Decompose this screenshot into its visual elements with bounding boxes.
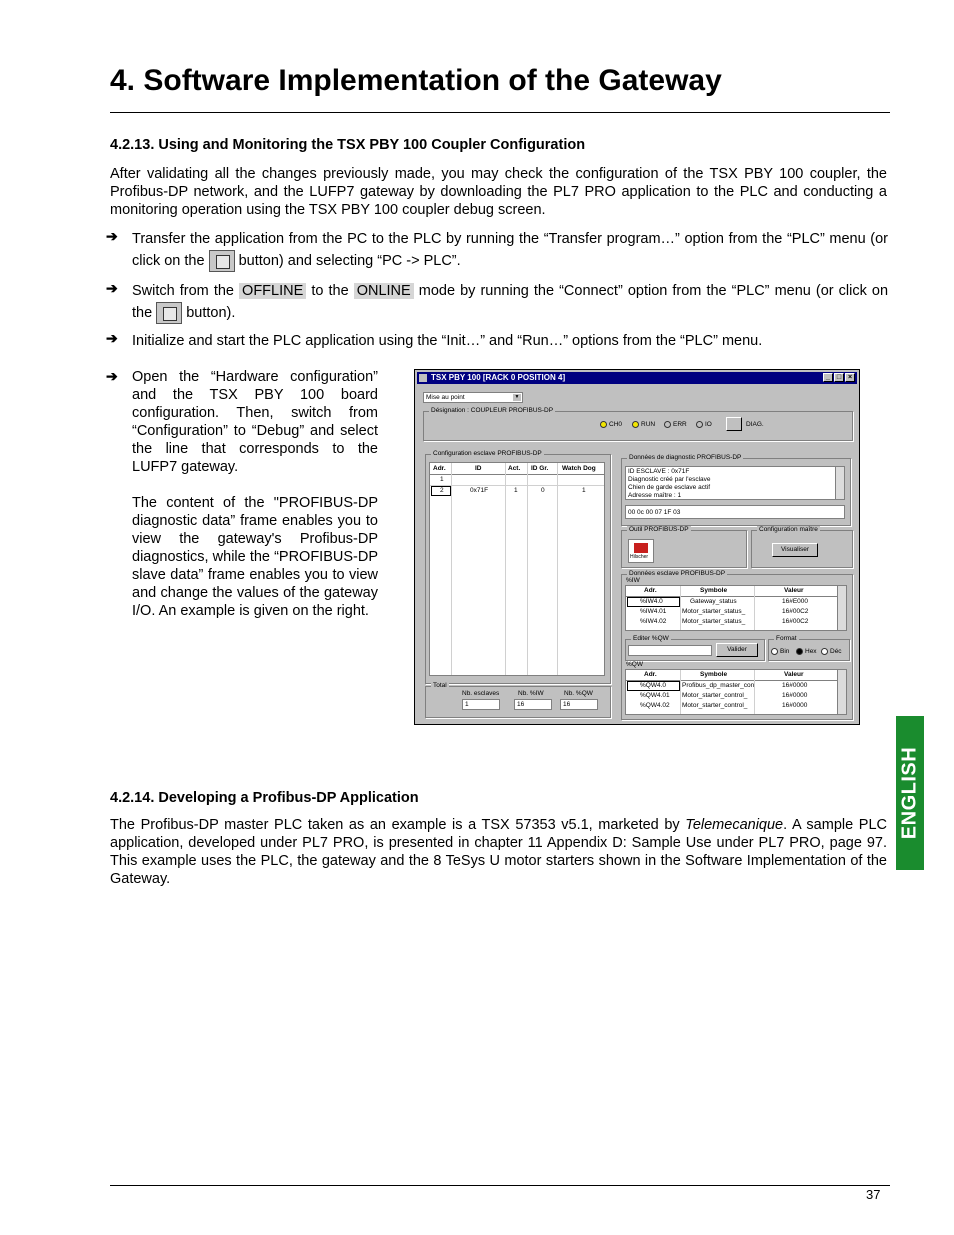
column-header: Valeur	[784, 587, 804, 594]
radio-hex[interactable]	[796, 648, 803, 655]
diag-data-label: Données de diagnostic PROFIBUS-DP	[629, 454, 742, 461]
page-title: 4. Software Implementation of the Gateway	[110, 64, 722, 97]
footer-rule	[110, 1185, 890, 1186]
slave-config-label: Configuration esclave PROFIBUS-DP	[433, 450, 542, 457]
qw-label: %QW	[626, 661, 643, 668]
table-cell: 16#00C2	[782, 608, 809, 615]
table-cell: 16#E000	[782, 598, 809, 605]
hilscher-logo-icon[interactable]	[628, 539, 654, 563]
column-header: Act.	[508, 465, 521, 472]
qw-scrollbar[interactable]	[837, 670, 846, 714]
column-header: Adr.	[644, 587, 657, 594]
table-cell: 16#0000	[782, 692, 808, 699]
format-panel	[768, 635, 850, 661]
diag-hex-box	[625, 505, 845, 519]
bullet-hardware-text: Open the “Hardware configuration” and the TSX PBY 100 board configuration. Then, switch from “Configuration” to “Debug” and select the line that corresponds to the LUFP7 gateway.	[132, 369, 378, 475]
led-label: ERR	[673, 421, 687, 428]
arrow-icon: ➔	[106, 330, 118, 346]
led-label: RUN	[641, 421, 656, 428]
edit-qw-panel	[625, 635, 765, 661]
radio-label: Déc	[830, 648, 842, 655]
diag-data-panel	[621, 454, 851, 526]
section2-paragraph	[110, 816, 887, 888]
led-io-icon	[696, 421, 703, 428]
table-cell: 16#0000	[782, 702, 808, 709]
table-cell: Motor_starter_status_	[682, 618, 746, 625]
qw-grid[interactable]	[625, 669, 847, 715]
bullet-frames-text: The content of the "PROFIBUS-DP diagnostic data” frame enables you to view the gateway's Profibus-DP diagnostics, while the “PROFIBUS-DP slave data” frame enables you to view and change the values of the gateway I/O. An example is given on the right.	[132, 495, 378, 619]
table-cell: Gateway_status	[690, 598, 737, 605]
radio-bin[interactable]	[771, 648, 778, 655]
table-cell: %QW4.01	[640, 692, 670, 699]
master-config-label: Configuration maître	[759, 526, 818, 533]
slave-config-panel	[425, 450, 611, 684]
column-header: ID Gr.	[531, 465, 549, 472]
maximize-icon[interactable]: □	[834, 373, 844, 382]
validate-button[interactable]: Valider	[716, 643, 758, 657]
table-cell: %IW4.02	[640, 618, 667, 625]
column-header: ID	[475, 465, 482, 472]
iw-scrollbar[interactable]	[837, 586, 846, 630]
iw-label: %IW	[626, 577, 640, 584]
table-cell: %QW4.0	[640, 682, 667, 689]
diag-line: Chien de garde esclave actif	[628, 484, 711, 491]
column-header: Valeur	[784, 671, 804, 678]
offline-badge: OFFLINE	[239, 283, 306, 299]
window-titlebar	[417, 372, 857, 384]
bullet-text: mode by running the “Connect” option from the “PLC” menu (or click on the	[132, 283, 889, 321]
bullet-text: to the	[311, 283, 349, 299]
led-label: IO	[705, 421, 712, 428]
led-ch0-icon	[600, 421, 607, 428]
radio-label: Bin	[780, 648, 790, 655]
table-cell: 16#0000	[782, 682, 808, 689]
edit-qw-input[interactable]	[628, 645, 712, 656]
radio-label: Hex	[805, 648, 817, 655]
tool-label: Outil PROFIBUS-DP	[629, 526, 689, 533]
intro-paragraph: After validating all the changes previously made, you may check the configuration of the TSX PBY 100 coupler, the Profibus-DP network, and the LUFP7 gateway by downloading the PL7 PRO application to the PLC and conducting a monitoring operation using the TSX PBY 100 coupler debug screen.	[110, 166, 887, 218]
table-cell: %IW4.01	[640, 608, 667, 615]
transfer-program-icon	[209, 250, 235, 272]
language-tab-label: ENGLISH	[898, 746, 921, 840]
brand-name: Telemecanique	[685, 817, 784, 833]
mode-select[interactable]	[423, 392, 523, 403]
table-cell: %IW4.0	[640, 598, 663, 605]
column-header: Symbole	[700, 587, 728, 594]
slave-data-label: Données esclave PROFIBUS-DP	[629, 570, 726, 577]
table-cell: %QW4.02	[640, 702, 670, 709]
bullet-init-text: Initialize and start the PLC application using the “Init…” and “Run…” options from the “PLC” menu.	[132, 333, 763, 349]
table-cell: Motor_starter_status_	[682, 608, 746, 615]
total-label: Total	[433, 682, 447, 689]
tsx-pby-window	[414, 369, 860, 725]
bullet-hardware-config	[132, 368, 378, 620]
format-label: Format	[776, 635, 797, 642]
bullet-text: button) and selecting “PC -> PLC”.	[238, 253, 461, 269]
designation-label: Désignation : COUPLEUR PROFIBUS-DP	[431, 407, 554, 414]
close-icon[interactable]: ×	[845, 373, 855, 382]
bullet-connect-text	[132, 280, 888, 324]
diag-hex-value: 00 0c 00 07 1F 03	[628, 509, 681, 516]
table-cell: 0x71F	[470, 487, 489, 494]
language-tab	[896, 716, 924, 870]
mode-select-value: Mise au point	[426, 394, 465, 401]
column-header: Adr.	[433, 465, 446, 472]
table-cell: 0	[541, 487, 545, 494]
table-cell: 2	[440, 487, 444, 494]
table-cell: 1	[440, 476, 444, 483]
online-badge: ONLINE	[354, 283, 414, 299]
chevron-down-icon: ▼	[514, 394, 520, 400]
bullet-transfer-text	[132, 228, 888, 272]
table-cell: 1	[582, 487, 586, 494]
table-cell: 16#00C2	[782, 618, 809, 625]
logo-text: Hilscher	[630, 554, 649, 560]
led-label: CH0	[609, 421, 623, 428]
connect-icon	[156, 302, 182, 324]
bullet-text: Transfer the application from the PC to the PLC by running the “Transfer program…” option from the “PLC” menu (or click on the	[132, 231, 888, 269]
iw-grid[interactable]	[625, 585, 847, 631]
master-config-panel	[751, 526, 853, 568]
page-number: 37	[866, 1187, 881, 1202]
column-header: Watch Dog	[562, 465, 596, 472]
diag-text-box[interactable]	[625, 466, 845, 500]
total-qw-field: 16	[560, 699, 598, 710]
window-icon	[419, 374, 427, 382]
diag-button[interactable]	[726, 417, 742, 431]
diag-line: Diagnostic créé par l'esclave	[628, 476, 711, 483]
total-iw-field: 16	[514, 699, 552, 710]
paragraph-text: . A sample PLC application, developed under PL7 PRO, is presented in chapter 11 Appendix D: Sample Use under PL7 PRO, page 97. This example uses the PLC, the gateway and the 8 TeSys U motor starters shown in the Software Implementation of the Gateway.	[110, 817, 887, 887]
total-col-label: Nb. esclaves	[462, 690, 500, 697]
slave-config-grid[interactable]	[429, 462, 605, 676]
minimize-icon[interactable]: _	[823, 373, 833, 382]
led-run-icon	[632, 421, 639, 428]
section-heading-4-2-13: 4.2.13. Using and Monitoring the TSX PBY 100 Coupler Configuration	[110, 137, 586, 153]
header-rule	[110, 112, 890, 113]
designation-panel	[423, 407, 853, 441]
paragraph-text: The Profibus-DP master PLC taken as an example is a TSX 57353 v5.1, marketed by	[110, 817, 680, 833]
radio-dec[interactable]	[821, 648, 828, 655]
arrow-icon: ➔	[106, 368, 118, 384]
column-header: Adr.	[644, 671, 657, 678]
view-button[interactable]: Visualiser	[772, 543, 818, 557]
table-cell: Motor_starter_control_	[682, 692, 748, 699]
diag-scrollbar[interactable]	[835, 467, 844, 499]
total-slaves-field: 1	[462, 699, 500, 710]
window-title: TSX PBY 100 [RACK 0 POSITION 4]	[431, 373, 566, 382]
total-col-label: Nb. %QW	[564, 690, 593, 697]
diag-line: ID ESCLAVE : 0x71F	[628, 468, 690, 475]
bullet-text: button).	[186, 305, 236, 321]
table-cell: Profibus_dp_master_con	[682, 682, 755, 689]
total-panel	[425, 682, 611, 718]
arrow-icon: ➔	[106, 280, 118, 296]
arrow-icon: ➔	[106, 228, 118, 244]
bullet-text: Switch from the	[132, 283, 234, 299]
slave-data-panel	[621, 570, 853, 720]
section-heading-4-2-14: 4.2.14. Developing a Profibus-DP Application	[110, 790, 419, 806]
column-header: Symbole	[700, 671, 728, 678]
edit-qw-label: Editer %QW	[633, 635, 669, 642]
tool-panel	[621, 526, 747, 568]
total-col-label: Nb. %IW	[518, 690, 544, 697]
table-cell: Motor_starter_control_	[682, 702, 748, 709]
table-cell: 1	[514, 487, 518, 494]
led-err-icon	[664, 421, 671, 428]
diag-line: Adresse maître : 1	[628, 492, 682, 499]
diag-label: DIAG.	[746, 421, 764, 428]
